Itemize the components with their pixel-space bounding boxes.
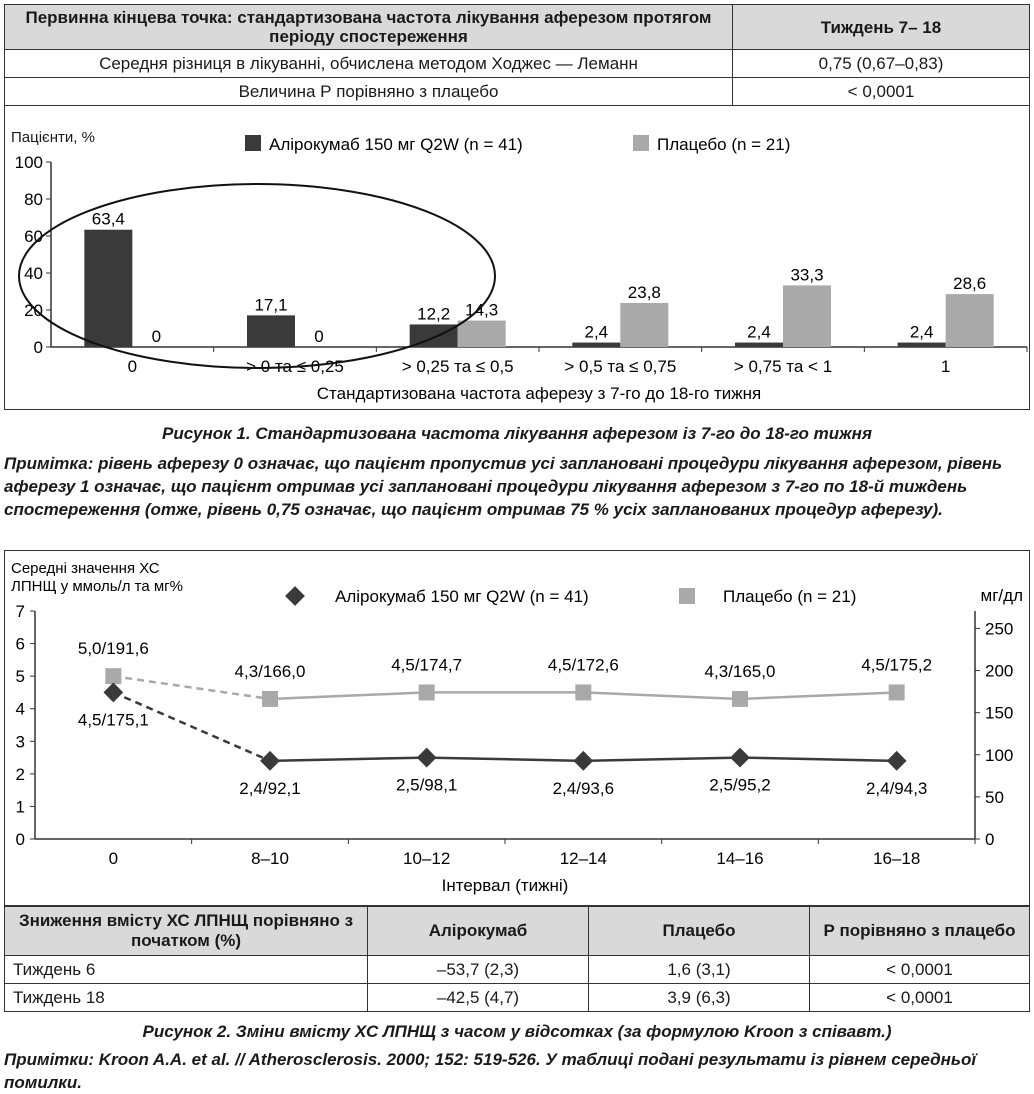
bar-alirocumab (735, 343, 783, 347)
data-label: 23,8 (627, 282, 661, 302)
alirocumab-point (103, 683, 123, 703)
y-tick-label: 100 (14, 153, 43, 172)
y-tick-label: 0 (33, 338, 43, 357)
bar-placebo (783, 285, 831, 347)
row-alirocumab: –53,7 (2,3) (368, 956, 589, 984)
figure2-note: Примітки: Kroon A.A. et al. // Atherosclerosis. 2000; 152: 519-526. У таблиці подані результати із рівнем середньої помилки. (4, 1050, 977, 1092)
row-week: Тиждень 6 (5, 956, 368, 984)
legend-label-alirocumab: Алірокумаб 150 мг Q2W (n = 41) (335, 587, 589, 606)
legend-label-alirocumab: Алірокумаб 150 мг Q2W (n = 41) (269, 135, 523, 154)
alirocumab-data-label: 2,5/98,1 (395, 775, 458, 795)
x-tick-label: 1 (940, 357, 951, 376)
data-label: 17,1 (254, 295, 288, 315)
y2-tick-label: 50 (985, 787, 1004, 807)
figure1-caption: Рисунок 1. Стандартизована частота лікування аферезом із 7-го до 18-го тижня (162, 424, 872, 443)
alirocumab-point (417, 748, 437, 768)
y-tick-label: 2 (15, 764, 25, 784)
bar-chart (5, 104, 1029, 409)
alirocumab-data-label: 2,4/92,1 (239, 778, 301, 798)
x-tick-label: 0 (108, 849, 119, 868)
table-header-reduction: Зниження вмісту ХС ЛПНЩ порівняно з початком (%) (5, 907, 368, 956)
alirocumab-point (730, 748, 750, 768)
p-value-label: Величина Р порівняно з плацебо (5, 78, 733, 106)
data-label: 2,4 (584, 322, 609, 342)
placebo-data-label: 4,3/166,0 (234, 661, 306, 681)
alirocumab-point (260, 751, 280, 771)
alirocumab-data-label: 4,5/175,1 (77, 710, 149, 730)
x-tick-label: 10–12 (403, 849, 451, 868)
placebo-data-label: 4,3/165,0 (704, 661, 776, 681)
legend-label-placebo: Плацебо (n = 21) (723, 587, 857, 606)
placebo-point (262, 691, 278, 707)
legend-swatch-placebo (633, 135, 649, 151)
legend-marker-placebo (679, 588, 695, 604)
alirocumab-data-label: 2,4/94,3 (865, 778, 928, 798)
bar-placebo (946, 294, 994, 347)
placebo-point (575, 684, 591, 700)
x-tick-label: 14–16 (716, 849, 764, 868)
placebo-point (105, 668, 121, 684)
x-tick-label: > 0,75 та < 1 (733, 357, 833, 376)
table-header-p: Р порівняно з плацебо (810, 907, 1030, 956)
y-tick-label: 40 (24, 264, 43, 283)
placebo-data-label: 4,5/172,6 (547, 655, 619, 675)
y-tick-label: 5 (15, 667, 25, 687)
row-placebo: 3,9 (6,3) (589, 984, 810, 1012)
y-tick-label: 3 (15, 732, 25, 752)
y-tick-label: 20 (24, 301, 43, 320)
figure2-panel (4, 550, 1030, 906)
y2-tick-label: 200 (985, 661, 1014, 681)
row-p: < 0,0001 (810, 984, 1030, 1012)
x-tick-label: 12–14 (559, 849, 607, 868)
data-label: 28,6 (953, 274, 987, 294)
placebo-point (419, 684, 435, 700)
table-header-placebo: Плацебо (589, 907, 810, 956)
bar-alirocumab (572, 343, 620, 347)
x-tick-label: 0 (127, 357, 138, 376)
placebo-data-label: 4,5/175,2 (861, 655, 933, 675)
legend-label-placebo: Плацебо (n = 21) (657, 135, 791, 154)
x-tick-label: 16–18 (873, 849, 921, 868)
table-row (5, 956, 1030, 984)
x-axis-title: Стандартизована частота аферезу з 7-го до 18-го тижня (316, 384, 762, 403)
x-tick-label: > 0 та ≤ 0,25 (246, 357, 344, 376)
row-week: Тиждень 18 (5, 984, 368, 1012)
alirocumab-point (573, 751, 593, 771)
figure2-caption: Рисунок 2. Зміни вмісту ХС ЛПНЩ з часом у відсотках (за формулою Kroon з співавт.) (142, 1022, 892, 1041)
bar-placebo (458, 321, 506, 347)
primary-endpoint-table (4, 4, 1030, 106)
row-alirocumab: –42,5 (4,7) (368, 984, 589, 1012)
x-tick-label: > 0,5 та ≤ 0,75 (564, 357, 677, 376)
y2-tick-label: 150 (985, 703, 1014, 723)
y-tick-label: 80 (24, 190, 43, 209)
line-chart (5, 551, 1029, 905)
data-label: 2,4 (909, 322, 934, 342)
placebo-point (889, 684, 905, 700)
y-tick-label: 0 (15, 830, 25, 849)
table-header-alirocumab: Алірокумаб (368, 907, 589, 956)
ldl-reduction-table (4, 906, 1030, 1012)
y-axis-title: Середні значення ХС ЛПНЩ у ммоль/л та мг% (11, 560, 183, 595)
row-p: < 0,0001 (810, 956, 1030, 984)
data-label: 33,3 (790, 265, 824, 285)
y2-tick-label: 250 (985, 619, 1014, 639)
alirocumab-data-label: 2,4/93,6 (552, 778, 615, 798)
y-tick-label: 6 (15, 634, 25, 654)
y-axis-title: Пацієнти, % (11, 129, 95, 146)
mean-difference-label: Середня різниця в лікуванні, обчислена методом Ходжес — Леманн (5, 50, 733, 78)
data-label: 63,4 (91, 209, 125, 229)
bar-alirocumab (247, 315, 295, 347)
y-tick-label: 1 (15, 797, 25, 817)
x-axis-title: Інтервал (тижні) (441, 876, 569, 895)
y-tick-label: 60 (24, 227, 43, 246)
y-tick-label: 4 (15, 699, 25, 719)
endpoint-header: Первинна кінцева точка: стандартизована частота лікування аферезом протягом періоду спостереження (5, 5, 733, 50)
p-value-value: < 0,0001 (733, 78, 1030, 106)
y-tick-label: 7 (15, 602, 25, 621)
legend-swatch-alirocumab (245, 135, 261, 151)
y2-tick-label: 0 (985, 830, 995, 849)
data-label: 0 (314, 327, 324, 346)
alirocumab-point (887, 751, 907, 771)
row-placebo: 1,6 (3,1) (589, 956, 810, 984)
alirocumab-data-label: 2,5/95,2 (709, 775, 771, 795)
legend-marker-alirocumab (285, 586, 305, 606)
y2-axis-title: мг/дл (980, 586, 1023, 605)
data-label: 0 (151, 327, 162, 346)
data-label: 14,3 (465, 300, 499, 320)
bar-alirocumab (898, 343, 946, 347)
placebo-data-label: 4,5/174,7 (391, 655, 463, 675)
figure1-panel (4, 104, 1030, 410)
data-label: 2,4 (747, 322, 771, 342)
y2-tick-label: 100 (985, 745, 1014, 765)
x-tick-label: > 0,25 та ≤ 0,5 (401, 357, 514, 376)
bar-placebo (620, 303, 668, 347)
placebo-point (732, 691, 748, 707)
x-tick-label: 8–10 (251, 849, 289, 868)
mean-difference-value: 0,75 (0,67–0,83) (733, 50, 1030, 78)
bar-alirocumab (84, 230, 132, 347)
week-header: Тиждень 7– 18 (733, 5, 1030, 50)
figure1-note: Примітка: рівень аферезу 0 означає, що пацієнт пропустив усі заплановані процедури лікування аферезом, рівень аферезу 1 означає, що пацієнт отримав усі заплановані процедури лікування аферезом з 7-го по 18-й тиждень спостереження (отже, рівень 0,75 означає, що пацієнт отримав 75 % усіх запланованих процедур аферезу). (4, 454, 1003, 519)
data-label: 12,2 (417, 304, 451, 324)
placebo-data-label: 5,0/191,6 (77, 639, 149, 659)
table-row (5, 984, 1030, 1012)
